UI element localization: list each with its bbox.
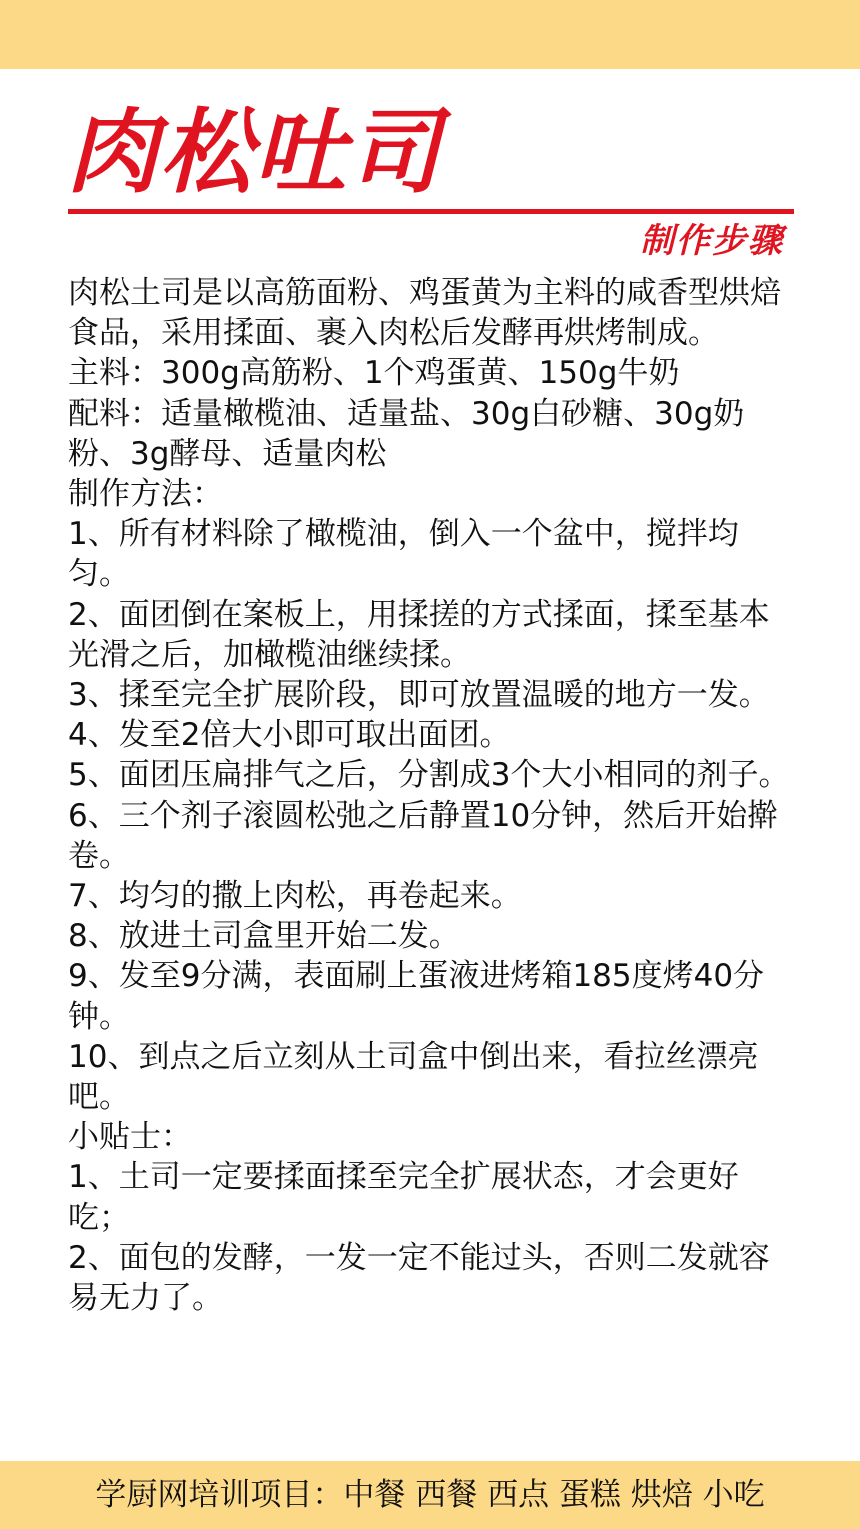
method-step: 2、面团倒在案板上，用揉搓的方式揉面，揉至基本光滑之后，加橄榄油继续揉。 xyxy=(68,596,770,673)
tips-heading: 小贴士： xyxy=(68,1119,192,1156)
method-step: 9、发至9分满，表面刷上蛋液进烤箱185度烤40分钟。 xyxy=(68,958,765,1035)
title-divider xyxy=(68,209,794,214)
method-step: 5、面团压扁排气之后，分割成3个大小相同的剂子。 xyxy=(68,757,790,794)
page-subtitle: 制作步骤 xyxy=(640,221,784,261)
secondary-ingredients: 配料：适量橄榄油、适量盐、30g白砂糖、30g奶粉、3g酵母、适量肉松 xyxy=(68,395,745,472)
recipe-content xyxy=(68,273,798,1318)
method-step: 3、揉至完全扩展阶段，即可放置温暖的地方一发。 xyxy=(68,677,770,714)
intro-paragraph: 肉松土司是以高筋面粉、鸡蛋黄为主料的咸香型烘焙食品，采用揉面、裹入肉松后发酵再烘烤制成。 xyxy=(68,275,781,352)
top-band xyxy=(0,0,860,69)
method-step: 6、三个剂子滚圆松弛之后静置10分钟，然后开始擀卷。 xyxy=(68,797,779,874)
footer-text: 学厨网培训项目：中餐 西餐 西点 蛋糕 烘焙 小吃 xyxy=(95,1477,765,1513)
method-step: 10、到点之后立刻从土司盒中倒出来，看拉丝漂亮吧。 xyxy=(68,1038,759,1116)
tip-item: 1、土司一定要揉面揉至完全扩展状态，才会更好吃； xyxy=(68,1159,739,1236)
method-step: 7、均匀的撒上肉松，再卷起来。 xyxy=(68,878,522,915)
method-heading: 制作方法： xyxy=(68,476,223,513)
page-title: 肉松吐司 xyxy=(66,99,443,206)
method-step: 8、放进土司盒里开始二发。 xyxy=(68,918,460,955)
method-step: 4、发至2倍大小即可取出面团。 xyxy=(68,717,511,754)
main-ingredients: 主料：300g高筋粉、1个鸡蛋黄、150g牛奶 xyxy=(68,355,680,392)
tip-item: 2、面包的发酵，一发一定不能过头，否则二发就容易无力了。 xyxy=(68,1239,770,1317)
method-step: 1、所有材料除了橄榄油，倒入一个盆中，搅拌均匀。 xyxy=(68,516,739,593)
